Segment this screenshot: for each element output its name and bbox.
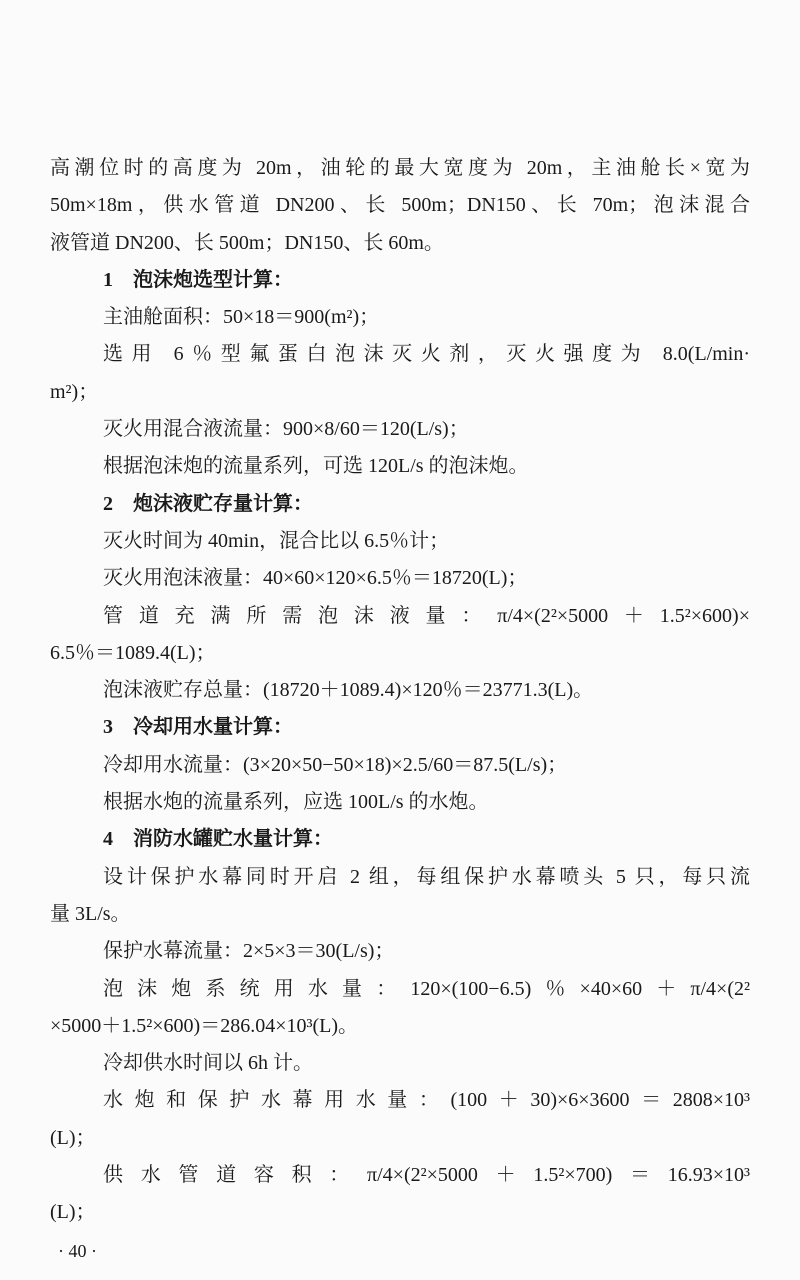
text-line: 泡沫液贮存总量：(18720＋1089.4)×120％＝23771.3(L)。 xyxy=(103,679,594,702)
section-heading: 4 消防水罐贮水量计算： xyxy=(103,828,333,851)
text-line: 选用 6％型氟蛋白泡沫灭火剂，灭火强度为 8.0(L/min· xyxy=(103,343,750,366)
text-line: 冷却供水时间以 6h 计。 xyxy=(103,1052,313,1075)
text-line: 管道充满所需泡沫液量：π/4×(2²×5000＋1.5²×600)× xyxy=(103,604,750,627)
text-line: 泡沫炮系统用水量：120×(100−6.5)％×40×60＋π/4×(2² xyxy=(103,977,750,1000)
text-line: 供水管道容积：π/4×(2²×5000＋1.5²×700)＝16.93×10³ xyxy=(103,1164,750,1187)
text-line: 根据水炮的流量系列，应选 100L/s 的水炮。 xyxy=(103,791,489,814)
text-line: 高潮位时的高度为 20m，油轮的最大宽度为 20m，主油舱长×宽为 xyxy=(50,157,750,179)
text-line: ×5000＋1.5²×600)＝286.04×10³(L)。 xyxy=(50,1014,359,1037)
text-line: 设计保护水幕同时开启 2 组，每组保护水幕喷头 5 只，每只流 xyxy=(103,865,750,888)
section-heading: 3 冷却用水量计算： xyxy=(103,716,293,739)
text-line: 灭火时间为 40min，混合比以 6.5％计； xyxy=(103,529,450,552)
text-line: 量 3L/s。 xyxy=(50,902,131,925)
text-line: m²)； xyxy=(50,380,99,403)
text-line: 冷却用水流量：(3×20×50−50×18)×2.5/60＝87.5(L/s)； xyxy=(103,753,568,776)
page-number: · 40 · xyxy=(58,1240,97,1261)
text-line: 灭火用混合液流量：900×8/60＝120(L/s)； xyxy=(103,418,469,441)
text-line: 根据泡沫炮的流量系列，可选 120L/s 的泡沫炮。 xyxy=(103,455,529,478)
section-heading: 1 泡沫炮选型计算： xyxy=(103,268,293,291)
text-line: 水炮和保护水幕用水量：(100＋30)×6×3600＝2808×10³ xyxy=(103,1089,750,1112)
text-line: 6.5％＝1089.4(L)； xyxy=(50,641,216,664)
text-line: (L)； xyxy=(50,1201,96,1224)
text-line: 主油舱面积：50×18＝900(m²)； xyxy=(103,306,380,329)
text-line: 50m×18m，供水管道 DN200、长 500m；DN150、长 70m；泡沫混合 xyxy=(50,194,750,217)
text-line: (L)； xyxy=(50,1126,96,1149)
section-heading: 2 炮沫液贮存量计算： xyxy=(103,492,313,515)
text-line: 灭火用泡沫液量：40×60×120×6.5％＝18720(L)； xyxy=(103,567,528,590)
text-line: 保护水幕流量：2×5×3＝30(L/s)； xyxy=(103,940,395,963)
text-line: 液管道 DN200、长 500m；DN150、长 60m。 xyxy=(50,231,444,254)
